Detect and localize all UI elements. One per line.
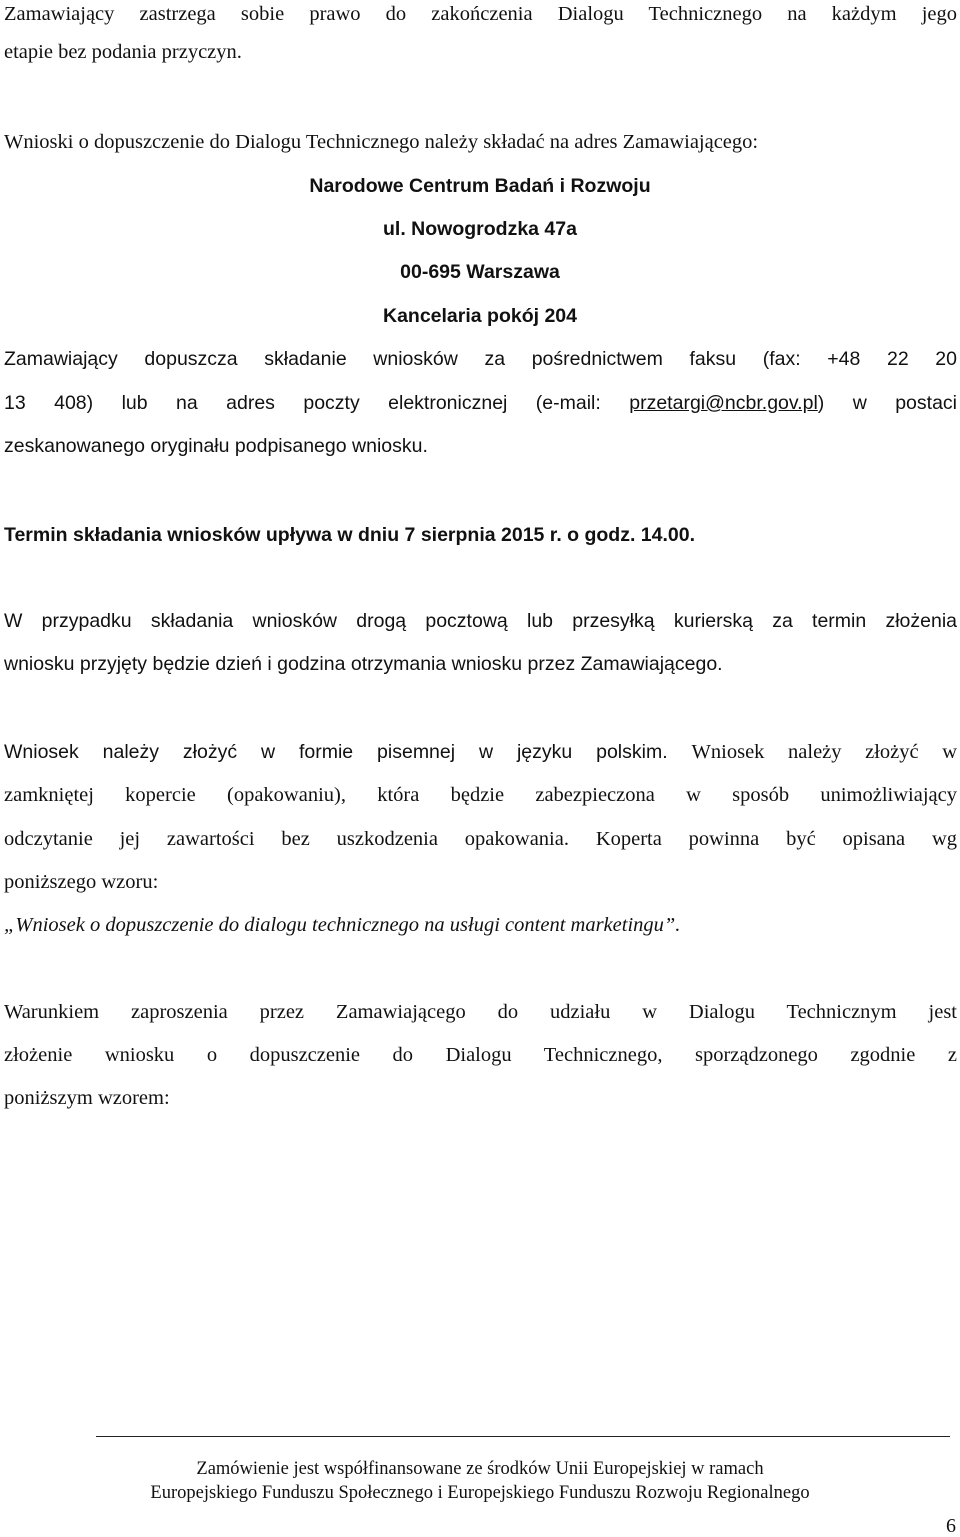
paragraph-termination-line-1: Zamawiający zastrzega sobie prawo do zakończenia Dialogu Technicznego na każdym jego (4, 3, 957, 25)
email-link[interactable]: przetargi@ncbr.gov.pl (629, 392, 818, 414)
form-requirements-line-3-b: Koperta powinna być opisana wg (595, 828, 957, 850)
footer-divider (96, 1436, 950, 1437)
invitation-condition-line-2: złożenie wniosku o dopuszczenie do Dialogu Technicznego, sporządzonego zgodnie z (4, 1044, 957, 1066)
form-requirements-line-1-b: Wniosek należy złożyć w (691, 741, 958, 763)
form-requirements-line-3-a: odczytanie jej zawartości bez uszkodzenia opakowania. (4, 828, 569, 850)
form-requirements-line-1-a: Wniosek należy złożyć w formie pisemnej w języku polskim. (4, 741, 668, 763)
fax-email-line-3: zeskanowanego oryginału podpisanego wniosku. (4, 435, 428, 457)
postal-delivery-line-2: wniosku przyjęty będzie dzień i godzina otrzymania wniosku przez Zamawiającego. (4, 653, 723, 675)
paragraph-termination-line-2: etapie bez podania przyczyn. (4, 41, 242, 63)
fax-email-line-2-pre: 13 408) lub na adres poczty elektronicznej (e-mail: (4, 392, 601, 414)
address-office: Kancelaria pokój 204 (382, 305, 577, 327)
form-requirements-line-2: zamkniętej kopercie (opakowaniu), która będzie zabezpieczona w sposób unimożliwiający (4, 784, 957, 806)
fax-email-line-2-post: ) w postaci (817, 392, 957, 414)
envelope-label-formula: „Wniosek o dopuszczenie do dialogu technicznego na usługi content marketingu”. (4, 914, 681, 936)
address-institution: Narodowe Centrum Badań i Rozwoju (309, 175, 651, 197)
footer-line-2: Europejskiego Funduszu Społecznego i Europejskiego Funduszu Rozwoju Regionalnego (150, 1483, 810, 1503)
address-street: ul. Nowogrodzka 47a (383, 218, 577, 240)
address-intro: Wnioski o dopuszczenie do Dialogu Technicznego należy składać na adres Zamawiającego: (4, 131, 759, 153)
address-city: 00-695 Warszawa (400, 261, 560, 283)
postal-delivery-line-1: W przypadku składania wniosków drogą pocztową lub przesyłką kurierską za termin złożenia (4, 610, 957, 632)
form-requirements-line-3 (4, 826, 957, 852)
invitation-condition-line-1: Warunkiem zaproszenia przez Zamawiającego do udziału w Dialogu Technicznym jest (4, 1001, 957, 1023)
deadline-notice: Termin składania wniosków upływa w dniu 7 sierpnia 2015 r. o godz. 14.00. (4, 524, 696, 546)
form-requirements-line-4: poniższego wzoru: (4, 871, 159, 893)
form-requirements-line-1 (4, 739, 957, 765)
fax-email-line-2 (4, 390, 957, 416)
page-number: 6 (946, 1515, 956, 1537)
footer-line-1: Zamówienie jest współfinansowane ze środków Unii Europejskiej w ramach (196, 1459, 764, 1479)
invitation-condition-line-3: poniższym wzorem: (4, 1087, 170, 1109)
fax-email-line-1: Zamawiający dopuszcza składanie wniosków za pośrednictwem faksu (fax: +48 22 20 (4, 348, 957, 370)
